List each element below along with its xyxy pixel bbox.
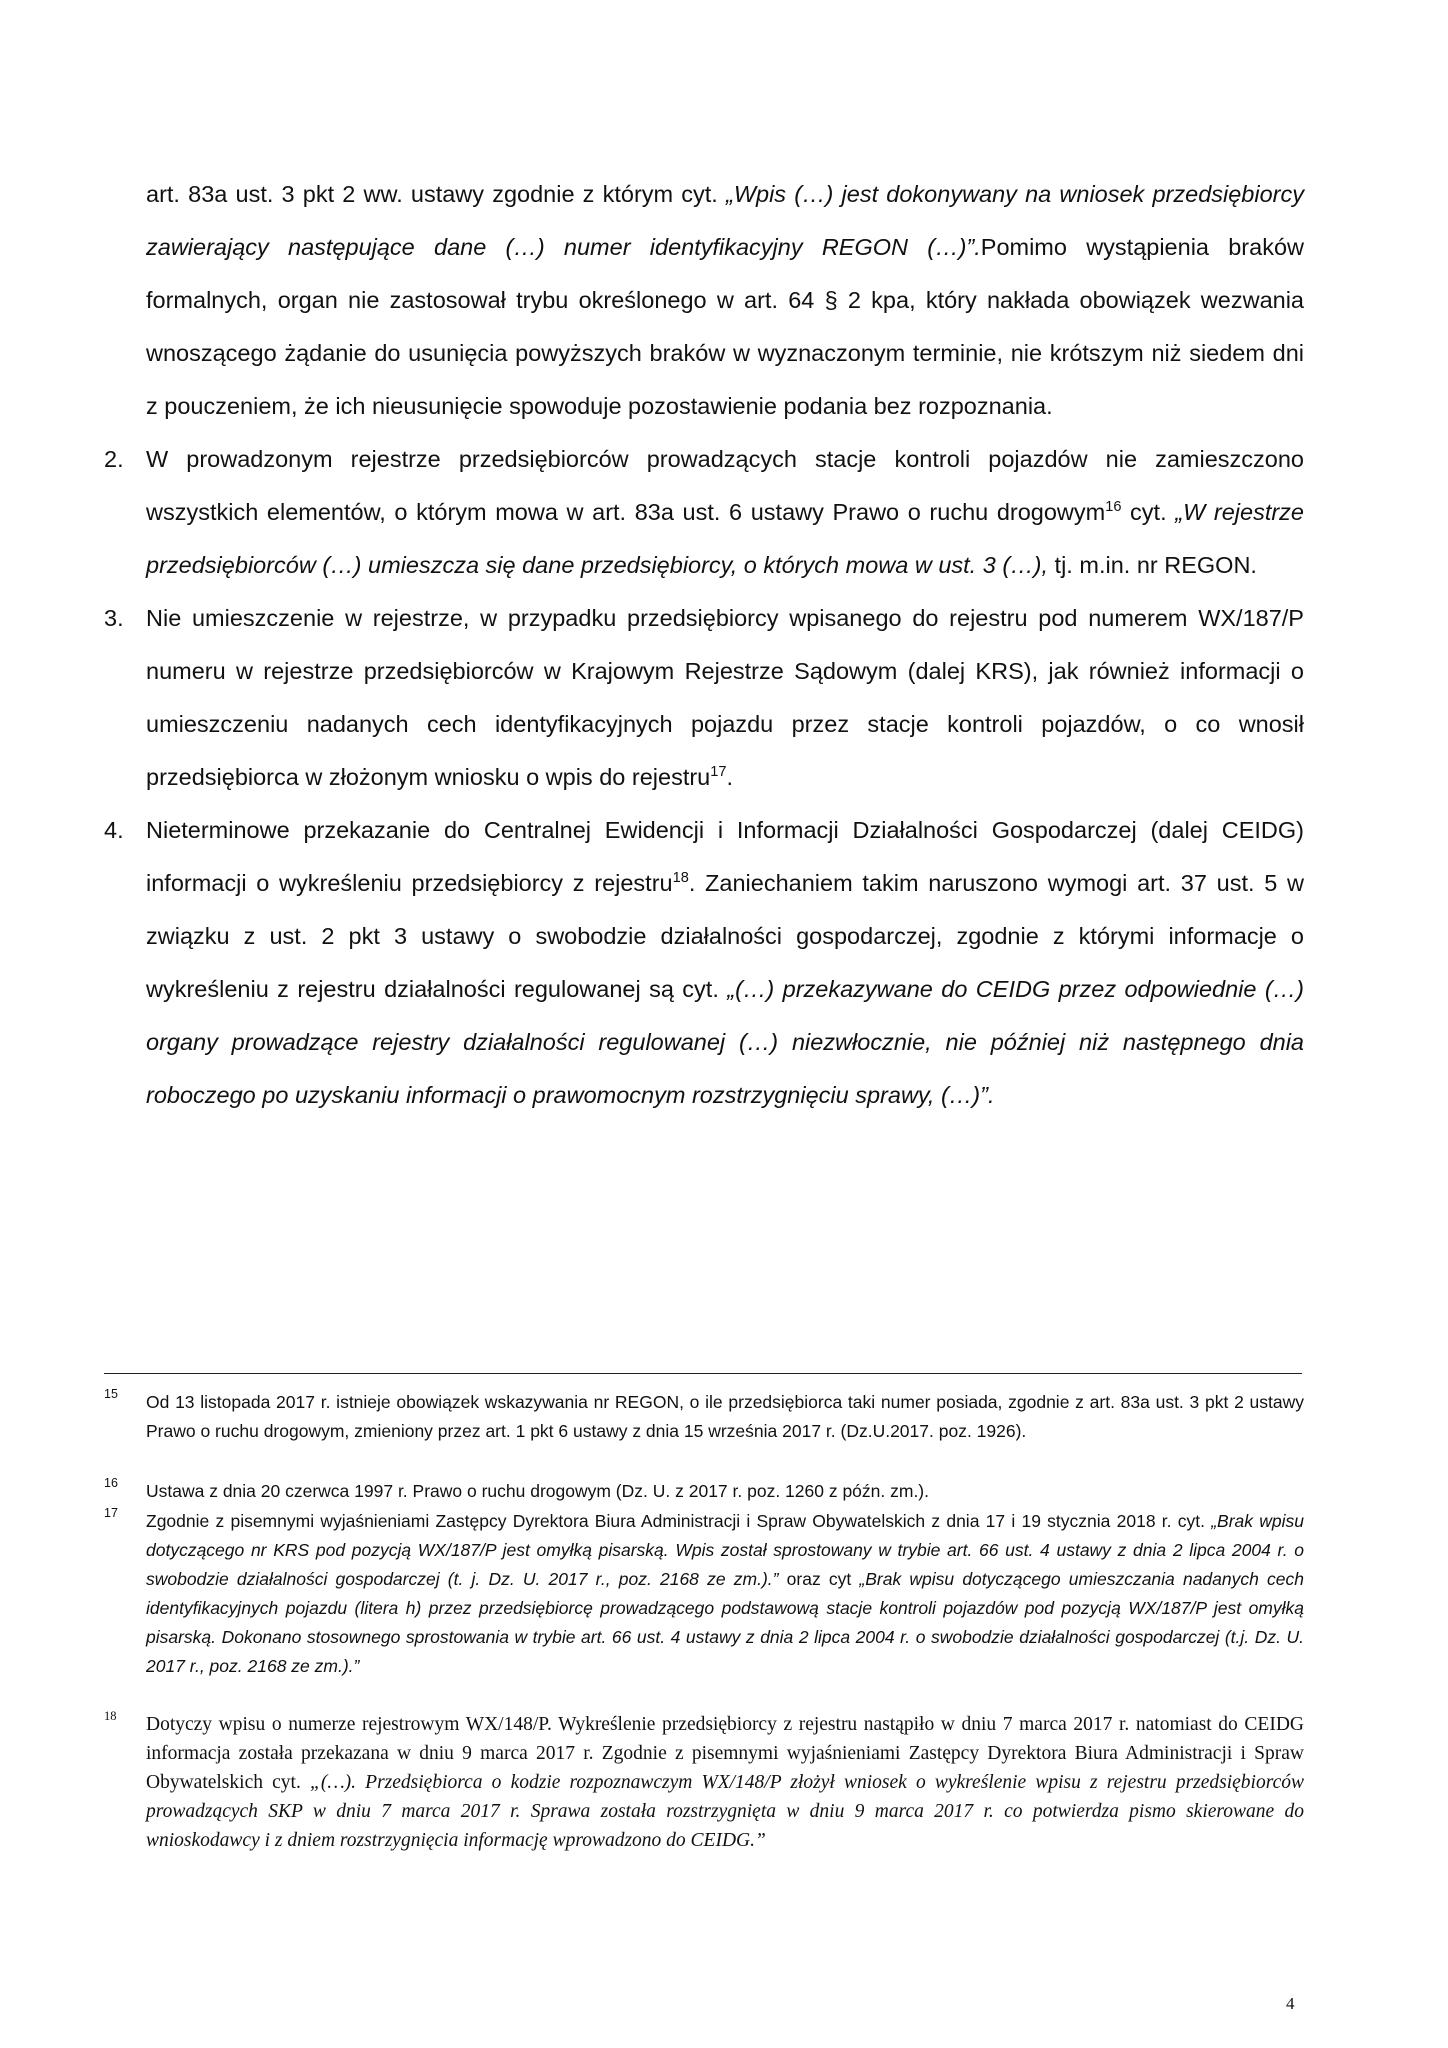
findings-list [104,433,1305,1122]
list-item-number: 3. [104,605,124,631]
list-item: 2. W prowadzonym rejestrze przedsiębiorców prowadzących stacje kontroli pojazdów nie zamieszczono wszystkich elementów, o którym mowa w art. 83a ust. 6 ustawy Prawo o ruchu drogowym$^{16}$ cyt. „W rejestrze przedsiębiorców (…) umieszcza się dane przedsiębiorcy, o których mowa w ust. 3 (…), tj. m.in. nr REGON. [146,433,1304,592]
footnote-mark: 16 [104,1476,118,1490]
footnote-separator [104,1373,1302,1374]
footnote-ref[interactable]: 16 [1105,499,1122,516]
main-text [104,168,1305,1122]
footnote-mark: 15 [104,1387,118,1401]
page-number: 4 [1286,1994,1295,2013]
list-item: 4. Nieterminowe przekazanie do Centralnej Ewidencji i Informacji Działalności Gospodarczej (dalej CEIDG) informacji o wykreśleniu przedsiębiorcy z rejestru$^{18}$. Zaniechaniem takim naruszono wymogi art. 37 ust. 5 w związku z ust. 2 pkt 3 ustawy o swobodzie działalności gospodarczej, zgodnie z którymi informacje o wykreśleniu z rejestru działalności regulowanej są cyt. „(…) przekazywane do CEIDG przez odpowiednie (…) organy prowadzące rejestry działalności regulowanej (…) niezwłocznie, nie później niż następnego dnia roboczego po uzyskaniu informacji o prawomocnym rozstrzygnięciu sprawy, (…)”. [146,804,1304,1122]
footnote-ref[interactable]: 18 [672,870,689,887]
footnote: 18 Dotyczy wpisu o numerze rejestrowym WX/148/P. Wykreślenie przedsiębiorcy z rejestru nastąpiło w dniu 7 marca 2017 r. natomiast do CEIDG informacja została przekazana w dniu 9 marca 2017 r. Zgodnie z pisemnymi wyjaśnieniami Zastępcy Dyrektora Biura Administracji i Spraw Obywatelskich cyt. „(…). Przedsiębiorca o kodzie rozpoznawczym WX/148/P złożył wniosek o wykreślenie wpisu z rejestru przedsiębiorców prowadzących SKP w dniu 7 marca 2017 r. Sprawa została rozstrzygnięta w dniu 9 marca 2017 r. co potwierdza pismo skierowane do wnioskodawcy i z dniem rozstrzygnięcia informację wprowadzono do CEIDG.” [146,1710,1304,1855]
footnote-mark: 18 [104,1709,117,1723]
footnote: 16 Ustawa z dnia 20 czerwca 1997 r. Prawo o ruchu drogowym (Dz. U. z 2017 r. poz. 1260 z późn. zm.). [146,1477,1304,1506]
footnote: 17 Zgodnie z pisemnymi wyjaśnieniami Zastępcy Dyrektora Biura Administracji i Spraw Obywatelskich z dnia 17 i 19 stycznia 2018 r. cyt. „Brak wpisu dotyczącego nr KRS pod pozycją WX/187/P jest omyłką pisarską. Wpis został sprostowany w trybie art. 66 ust. 4 ustawy z dnia 2 lipca 2004 r. o swobodzie działalności gospodarczej (t. j. Dz. U. 2017 r., poz. 2168 ze zm.).” oraz cyt „Brak wpisu dotyczącego umieszczania nadanych cech identyfikacyjnych pojazdu (litera h) przez przedsiębiorcę prowadzącego podstawową stacje kontroli pojazdów pod pozycją WX/187/P jest omyłką pisarską. Dokonano stosownego sprostowania w trybie art. 66 ust. 4 ustawy z dnia 2 lipca 2004 r. o swobodzie działalności gospodarczej (t.j. Dz. U. 2017 r., poz. 2168 ze zm.).” [146,1507,1304,1681]
footnote: 15 Od 13 listopada 2017 r. istnieje obowiązek wskazywania nr REGON, o ile przedsiębiorca taki numer posiada, zgodnie z art. 83a ust. 3 pkt 2 ustawy Prawo o ruchu drogowym, zmieniony przez art. 1 pkt 6 ustawy z dnia 15 września 2017 r. (Dz.U.2017. poz. 1926). [146,1388,1304,1446]
list-item-number: 4. [104,817,124,843]
intro-paragraph: art. 83a ust. 3 pkt 2 ww. ustawy zgodnie z którym cyt. „Wpis (…) jest dokonywany na wniosek przedsiębiorcy zawierający następujące dane (…) numer identyfikacyjny REGON (…)”.Pomimo wystąpienia braków formalnych, organ nie zastosował trybu określonego w art. 64 § 2 kpa, który nakłada obowiązek wezwania wnoszącego żądanie do usunięcia powyższych braków w wyznaczonym terminie, nie krótszym niż siedem dni z pouczeniem, że ich nieusunięcie spowoduje pozostawienie podania bez rozpoznania. [146,181,1304,419]
list-item-number: 2. [104,446,124,472]
footnote-ref[interactable]: 17 [710,764,727,781]
footnote-mark: 17 [104,1506,118,1520]
list-item: 3. Nie umieszczenie w rejestrze, w przypadku przedsiębiorcy wpisanego do rejestru pod numerem WX/187/P numeru w rejestrze przedsiębiorców w Krajowym Rejestrze Sądowym (dalej KRS), jak również informacji o umieszczeniu nadanych cech identyfikacyjnych pojazdu przez stacje kontroli pojazdów, o co wnosił przedsiębiorca w złożonym wniosku o wpis do rejestru$^{17}$. [146,592,1304,804]
